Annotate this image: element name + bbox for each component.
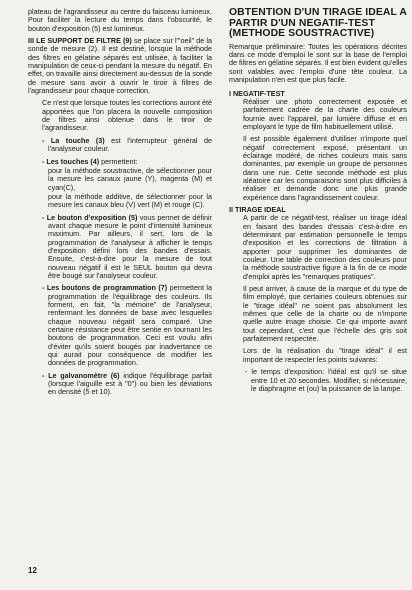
bullet-body: est l'interrupteur général de l'analyseur couleur.: [48, 135, 212, 154]
paragraph-top: plateau de l'agrandisseur au centre du faisceau lumineux. Pour faciliter la lecture du temps dans l'obscurité, le bouton d'exposition (5) est lumineux.: [28, 7, 212, 33]
paragraph-tirage-ideal-1: A partir de ce négatif-test, réaliser un tirage idéal en faisant des bandes d'essais c'est-à-dire en déterminant par estimation personnelle le temps d'exposition et les corrections de filtration à apporter pour supprimer les dominantes de couleur. Une table de correction des couleurs pour la méthode soustractive figure à la fin de ce mode d'emploi après les "remarques pratiques".: [243, 213, 407, 281]
bullet-touche-3: [28, 137, 212, 154]
bullet-lead: - Le bouton d'exposition (5): [42, 212, 138, 222]
bullet-programming-buttons: [28, 284, 212, 367]
section-body-filter-support: se place sur l'"oeil" de la sonde de mesure (2). Il est destiné, lorsque la méthode des filtres en gélatine séparés est utilisée, à faciliter la manipulation de ceux-ci pendant la mesure du négatif. En effet, on travaille ainsi directement au-dessus de la sonde de mesure sans avoir à ouvrir le tiroir à filtres de l'agrandisseur pour chaque correction.: [28, 36, 212, 96]
bullet-sub-subtractive: pour la méthode soustractive, de sélectionner pour la mesure les canaux jaune (Y), magenta (M) et cyan(C),: [48, 165, 212, 192]
bullet-exposure-time: - le temps d'exposition: l'idéal est qu'il se situe entre 10 et 20 secondes. Modifier, si nécessaire, le diaphragme et (ou) la puissance de la lampe.: [245, 367, 407, 393]
bullet-sub-additive: pour la méthode additive, de sélectionner pour la mesure les canaux bleu (V) vert (M) et rouge (C).: [48, 191, 212, 210]
paragraph-tirage-ideal-3: Lors de la réalisation du "tirage idéal" il est important de respecter les points suivants:: [243, 346, 407, 364]
page-number: 12: [28, 566, 37, 575]
bullet-lead: - La touche (3): [42, 135, 105, 145]
paragraph-tirage-ideal-2: Il peut arriver, à cause de la marque et du type de film employé, que certaines couleurs obtenues sur le "tirage idéal" ne soient pas absolument les mêmes que celle de la charte ou de n'importe quelle autre image choisie. Ce qui importe avant tout cependant, c'est que l'échelle des gris soit parfaitement respectée.: [243, 284, 407, 344]
bullet-touches-4: [28, 158, 212, 166]
left-column: [28, 8, 212, 401]
right-column: [229, 8, 407, 397]
bullet-body: permettent la programmation de l'équilibrage des couleurs. Ils forment, en fait, "la mémoire" de l'analyseur, renfermant les données de base avec lesquelles chaque nouveau négatif sera comparé. Une certaine résistance peut être sentie en tournant les boutons de programmation. Ceci est voulu afin d'éviter qu'ils soient bougés par inadvertance ce qui aurait pour conséquence de modifier les données de programmation.: [48, 283, 212, 368]
bullet-body: permettent:: [99, 156, 138, 166]
bullet-body: indique l'équilibrage parfait (lorsque l'aiguille est à "0") ou bien les déviations en densité (5 et 10).: [48, 370, 212, 397]
preliminary-remark: Remarque préliminaire: Toutes les opérations décrites dans ce mode d'emploi le sont sur la base de l'emploi de filtres en gélatine séparés. Il est bien évident qu'elles sont valables avec l'emploi d'une tête couleur. La manipulation n'en est que plus facile.: [229, 41, 407, 85]
section-heading-negatif-test: I NEGATIF-TEST: [229, 88, 285, 98]
paragraph-negatif-test-1: Réaliser une photo correctement exposée et parfaitement cadrée de la charte des couleurs fournie avec l'appareil, par lumière diffuse et en employant le type de film habituellement utilisé.: [243, 96, 407, 131]
paragraph-corrections: Ce n'est que lorsque toutes les corrections auront été apportées que l'on placera la nouvelle composition de filtres ainsi obtenue dans le tiroir de l'agrandisseur.: [42, 98, 212, 133]
bullet-lead: - Le galvanomètre (6): [42, 370, 120, 380]
section-heading-filter-support: III LE SUPPORT DE FILTRE (9): [28, 36, 132, 46]
bullet-lead: - Les boutons de programmation (7): [42, 283, 168, 293]
section-heading-tirage-ideal: II TIRAGE IDEAL: [229, 204, 286, 214]
bullet-galvanometer: [28, 372, 212, 397]
paragraph-negatif-test-2: Il est possible également d'utiliser n'importe quel négatif correctement exposé, présentant un éclairage modéré, de riches couleurs mais sans dominantes, par exemple un groupe de personnes dans une rue. Cette seconde méthode est plus aléatoire car les comparaisons sont plus difficiles à réaliser et demande donc une plus grande expérience dans l'agrandissement couleur.: [243, 134, 407, 202]
bullet-body: vous permet de définir avant chaque mesure le point d'intensité lumineux maximum. Par ailleurs, il sert, lors de la programmation de l'analyseur à afficher le temps d'exposition défini lors des bandes d'essais. Ensuite, c'est-à-dire pour la mesure de tout nouveau négatif il est le SEUL bouton qui devra être bougé sur l'analyseur couleur.: [48, 212, 212, 280]
bullet-exposure-button: [28, 214, 212, 281]
section-filter-support: [28, 37, 212, 95]
bullet-lead: - Les touches (4): [42, 156, 100, 166]
page-title: OBTENTION D'UN TIRAGE IDEAL A PARTIR D'UN NEGATIF-TEST (METHODE SOUSTRACTIVE): [229, 7, 407, 40]
